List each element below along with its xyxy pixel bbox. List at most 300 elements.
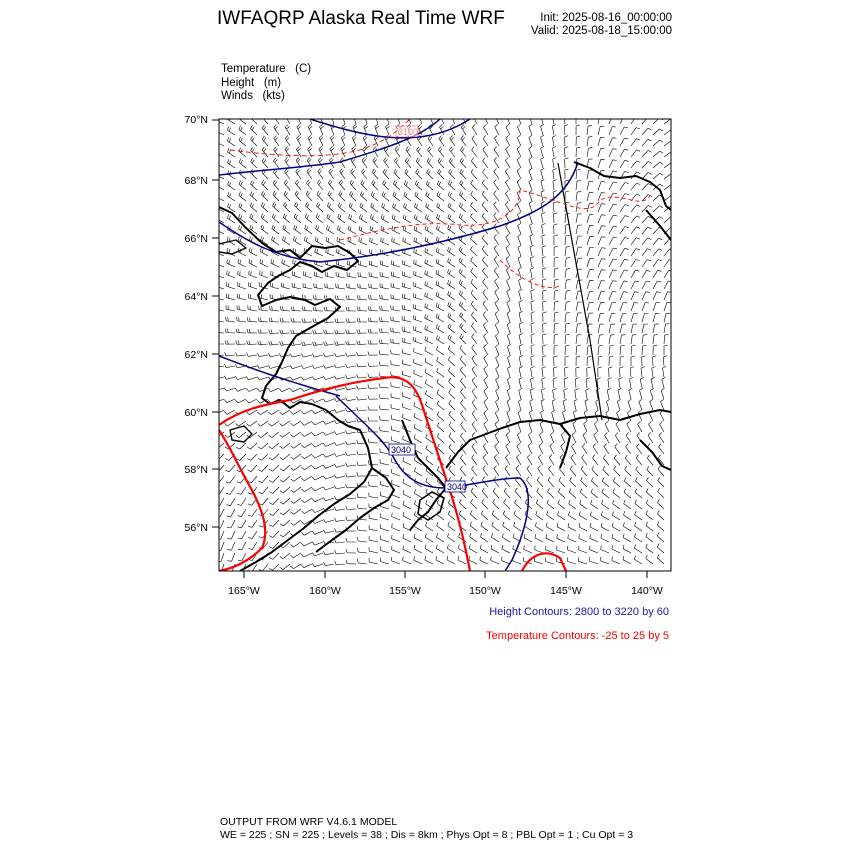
wind-barb	[280, 421, 291, 426]
wind-barb	[531, 301, 535, 311]
wind-barb	[357, 472, 367, 476]
wind-barb	[552, 399, 556, 410]
wind-barb	[554, 257, 558, 267]
wind-barb	[357, 526, 367, 531]
wind-barb	[347, 284, 356, 289]
wind-barb	[257, 365, 268, 369]
wind-barb	[607, 388, 611, 399]
wind-barb	[483, 268, 489, 278]
wind-barb	[448, 269, 456, 278]
wind-barb	[541, 135, 544, 146]
lat-label: 64°N	[184, 291, 208, 303]
wind-barb	[552, 125, 556, 136]
wind-barb	[416, 169, 422, 179]
wind-barb	[515, 499, 522, 509]
wind-barb	[335, 550, 345, 554]
wind-barb	[554, 213, 558, 223]
wind-barb	[302, 476, 313, 481]
wind-barb	[529, 179, 532, 190]
wind-barb	[628, 399, 631, 410]
wind-barb	[324, 307, 334, 311]
wind-barb	[403, 457, 411, 465]
wind-barb	[517, 432, 521, 443]
wind-barb	[348, 237, 356, 245]
wind-barb	[609, 204, 617, 212]
wind-barb	[620, 237, 629, 245]
wind-barb	[587, 259, 594, 268]
wind-barb	[358, 548, 368, 553]
wind-barb	[449, 158, 455, 168]
wind-barb	[513, 557, 521, 564]
wind-barb	[471, 279, 477, 289]
wind-barb	[426, 192, 433, 201]
wind-barb	[504, 499, 510, 509]
wind-barb	[471, 499, 477, 509]
wind-barb	[631, 117, 640, 125]
wind-barb	[548, 488, 555, 498]
wind-barb	[506, 124, 510, 135]
wind-barb	[426, 203, 433, 212]
wind-barb	[227, 498, 236, 506]
wind-barb	[448, 533, 456, 542]
wind-barb	[642, 128, 652, 135]
wind-barb	[312, 354, 323, 358]
wind-barb	[568, 523, 576, 531]
wind-barb	[345, 386, 356, 390]
wind-barb	[346, 484, 356, 488]
wind-barb	[482, 202, 488, 212]
wind-barb	[614, 455, 620, 465]
wind-barb	[273, 180, 279, 190]
wind-barb	[531, 278, 535, 289]
wind-barb	[640, 377, 644, 388]
wind-barb	[261, 225, 268, 234]
wind-barb	[251, 158, 257, 168]
wind-barb	[437, 214, 445, 223]
wind-barb	[305, 225, 312, 234]
wind-barb	[257, 410, 268, 415]
wind-barb	[238, 553, 246, 561]
wind-barb	[515, 488, 521, 498]
wind-barb	[505, 168, 510, 179]
wind-barb	[380, 306, 390, 311]
wind-barb	[269, 509, 279, 516]
wind-barb	[549, 466, 554, 476]
wind-barb	[295, 191, 301, 201]
wind-barb	[459, 269, 466, 278]
wind-barb	[250, 203, 257, 212]
wind-barb	[425, 292, 433, 300]
wind-barb	[239, 181, 246, 190]
wind-barb	[323, 399, 334, 402]
wind-barb	[503, 511, 510, 520]
wind-barb	[620, 303, 627, 312]
wind-barb	[484, 399, 488, 410]
wind-barb	[541, 212, 545, 223]
wind-barb	[587, 356, 591, 366]
wind-barb	[482, 191, 488, 201]
wind-barb	[565, 169, 569, 179]
wind-barb	[531, 323, 535, 333]
wind-barb	[554, 268, 558, 278]
wind-barb	[652, 367, 656, 378]
wind-barb	[414, 260, 422, 267]
wind-barb	[371, 203, 378, 212]
wind-barb	[620, 292, 628, 300]
wind-barb	[369, 261, 378, 267]
wind-barb	[426, 181, 433, 191]
wind-barb	[664, 324, 670, 333]
wind-barb	[535, 523, 543, 532]
wind-barb	[284, 202, 291, 212]
wind-barb	[269, 487, 279, 494]
wind-barb	[402, 294, 411, 300]
wind-barb	[543, 290, 547, 300]
wind-barb	[313, 330, 323, 334]
wind-barb	[372, 180, 378, 190]
wind-barb	[541, 190, 545, 201]
wind-barb	[280, 432, 290, 437]
wind-barb	[246, 376, 257, 379]
wind-barb	[301, 443, 312, 448]
lat-label: 58°N	[184, 464, 208, 476]
wind-barb	[402, 316, 411, 322]
wind-barb	[437, 522, 444, 531]
wind-barb	[506, 245, 510, 256]
wind-barb	[414, 467, 422, 476]
wind-barb	[302, 454, 313, 459]
wind-barb	[593, 444, 598, 455]
wind-barb	[414, 271, 422, 278]
wind-barb	[359, 226, 367, 234]
wind-barb	[301, 509, 312, 514]
wind-barb	[471, 268, 477, 278]
wind-barb	[516, 466, 521, 477]
wind-barb	[598, 237, 606, 245]
wind-barb	[248, 476, 257, 483]
wind-barb	[368, 306, 378, 311]
wind-barb	[215, 487, 224, 495]
wind-barb	[531, 367, 535, 378]
wind-barb	[402, 338, 411, 344]
wind-barb	[583, 432, 587, 443]
wind-barb	[543, 279, 547, 289]
wind-barb	[617, 399, 620, 410]
wind-barb	[471, 202, 477, 212]
wind-barb	[318, 157, 323, 168]
wind-barb	[379, 394, 389, 399]
model-info	[220, 816, 633, 842]
wind-barb	[415, 203, 423, 212]
wind-barb	[235, 399, 246, 403]
wind-barb	[334, 409, 345, 412]
wind-barb	[517, 179, 521, 190]
wind-barb	[620, 182, 629, 190]
wind-barb	[280, 341, 291, 345]
wind-barb	[363, 135, 367, 146]
wind-barb	[248, 306, 257, 312]
wind-barb	[216, 215, 224, 223]
wind-barb	[572, 432, 576, 443]
wind-barb	[225, 421, 236, 426]
wind-barb	[482, 235, 488, 245]
wind-barb	[565, 191, 569, 201]
wind-barb	[469, 545, 477, 553]
wind-barb	[226, 465, 235, 472]
wind-barb	[471, 488, 477, 498]
wind-barb	[297, 135, 301, 146]
wind-barb	[357, 396, 367, 400]
wind-barb	[437, 412, 444, 422]
wind-barb	[248, 531, 257, 539]
wind-barb	[642, 216, 652, 223]
wind-barb	[664, 303, 671, 312]
wind-barb	[346, 463, 357, 467]
field-height: Height (m)	[221, 76, 282, 89]
wind-barb	[631, 356, 635, 366]
wind-barb	[495, 289, 499, 300]
wind-barb	[593, 455, 599, 465]
wind-barb	[507, 366, 510, 377]
wind-barb	[507, 311, 510, 322]
wind-barb	[580, 500, 587, 509]
wind-barb	[550, 443, 554, 454]
wind-barb	[414, 424, 422, 432]
wind-barb	[507, 377, 510, 388]
wind-barb	[334, 507, 345, 511]
wind-barb	[425, 347, 433, 355]
wind-barb	[341, 135, 345, 146]
wind-barb	[290, 410, 301, 414]
wind-barb	[402, 349, 411, 355]
wind-barb	[612, 511, 620, 520]
wind-barb	[542, 257, 546, 267]
wind-barb	[541, 388, 545, 399]
wind-barb	[534, 557, 543, 564]
wind-barb	[576, 169, 581, 179]
wind-barb	[503, 522, 510, 531]
wind-barb	[564, 378, 568, 388]
wind-barb	[237, 317, 247, 322]
wind-barb	[587, 269, 594, 278]
wind-barb	[657, 554, 664, 564]
wind-barb	[587, 170, 593, 179]
wind-barb	[448, 214, 455, 223]
wind-barb	[449, 444, 455, 454]
wind-barb	[391, 260, 400, 267]
wind-barb	[347, 272, 356, 278]
wind-barb	[290, 553, 301, 558]
wind-barb	[403, 479, 411, 487]
wind-barb	[391, 404, 400, 410]
wind-barb	[620, 227, 629, 235]
wind-barb	[437, 203, 444, 212]
wind-barb	[384, 158, 389, 168]
wind-barb	[646, 500, 653, 509]
wind-barb	[502, 534, 510, 543]
wind-barb	[564, 147, 568, 157]
wind-barb	[227, 509, 235, 517]
wind-barb	[290, 421, 301, 426]
wind-barb	[402, 360, 411, 366]
lon-label: 155°W	[389, 585, 421, 597]
wind-barb	[269, 341, 279, 345]
wind-barb	[494, 158, 499, 169]
wind-barb	[224, 376, 235, 380]
wind-barb	[359, 214, 367, 223]
wind-barb	[580, 489, 587, 498]
wind-barb	[483, 158, 488, 168]
wind-barb	[657, 521, 664, 531]
wind-barb	[449, 378, 455, 388]
wind-barb	[257, 388, 268, 392]
wind-barb	[250, 191, 257, 201]
wind-barb	[334, 464, 345, 468]
wind-barb	[291, 520, 301, 525]
wind-barb	[414, 237, 422, 245]
wind-barb	[484, 377, 488, 388]
wind-barb	[529, 135, 532, 146]
wind-barb	[482, 224, 488, 234]
wind-barb	[572, 443, 577, 454]
wind-barb	[269, 476, 279, 482]
wind-barb	[609, 303, 616, 312]
wind-barb	[438, 169, 444, 179]
wind-barb	[320, 124, 324, 135]
wind-barb	[249, 282, 258, 289]
wind-barb	[427, 158, 433, 168]
wind-barb	[381, 238, 389, 245]
wind-barb	[647, 477, 654, 487]
wind-barb	[605, 421, 609, 432]
wind-barb	[414, 435, 422, 443]
wind-barb	[315, 248, 323, 256]
wind-barb	[391, 382, 400, 388]
wind-barb	[598, 159, 605, 168]
wind-barb	[472, 356, 477, 367]
wind-barb	[642, 249, 651, 256]
temperature-contour-note: Temperature Contours: -25 to 25 by 5	[486, 630, 669, 642]
wind-barb	[576, 247, 582, 256]
wind-barb	[664, 184, 674, 190]
lon-label: 160°W	[309, 585, 341, 597]
wind-barb	[437, 433, 444, 443]
wind-barb	[460, 345, 466, 355]
wind-barb	[391, 306, 400, 312]
wind-barb	[301, 354, 312, 358]
wind-barb	[553, 389, 557, 400]
wind-barb	[642, 173, 652, 180]
wind-barb	[369, 514, 378, 520]
wind-barb	[436, 325, 444, 334]
wind-barb	[506, 223, 510, 234]
wind-barb	[647, 455, 653, 465]
wind-barb	[576, 192, 581, 201]
wind-barb	[249, 248, 257, 256]
wind-barb	[642, 313, 649, 322]
wind-barb	[262, 180, 268, 190]
wind-barb	[659, 444, 664, 454]
wind-barb	[269, 318, 279, 322]
wind-barb	[301, 564, 312, 568]
wind-barb	[391, 393, 400, 399]
wind-barb	[269, 520, 279, 527]
wind-barb	[642, 270, 650, 278]
wind-barb	[358, 272, 367, 278]
wind-barb	[460, 158, 466, 168]
wind-barb	[642, 184, 652, 191]
wind-barb	[541, 168, 545, 179]
wind-barb	[425, 390, 433, 399]
wind-barb	[403, 545, 411, 553]
wind-barb	[653, 345, 657, 355]
wind-barb	[270, 283, 279, 290]
wind-barb	[247, 317, 257, 322]
wind-barb	[392, 238, 400, 246]
wind-barb	[312, 399, 323, 403]
wind-barb	[216, 271, 224, 278]
wind-barb	[235, 376, 246, 379]
wind-barb	[301, 542, 312, 546]
wind-barb	[507, 300, 510, 311]
wind-barb	[601, 512, 609, 521]
longitude-labels	[228, 585, 663, 597]
wind-barb	[587, 302, 593, 311]
wind-barb	[619, 367, 623, 377]
wind-barb	[542, 356, 546, 366]
wind-barb	[612, 545, 620, 553]
wind-barb	[246, 399, 257, 403]
wind-barb	[646, 555, 653, 564]
wind-barb	[635, 477, 642, 487]
wind-barb	[646, 533, 653, 542]
wind-barb	[258, 465, 268, 472]
wind-barb	[283, 225, 290, 234]
wind-barb	[436, 270, 444, 278]
wind-barb	[448, 192, 455, 201]
wind-barb	[290, 354, 301, 358]
wind-barb	[653, 281, 661, 289]
wind-barb	[481, 522, 488, 531]
wind-barb	[609, 138, 616, 146]
wind-barb	[646, 488, 653, 498]
wind-barb	[590, 546, 598, 553]
wind-barb	[631, 238, 640, 245]
wind-barb	[661, 399, 665, 410]
wind-barb	[402, 283, 411, 289]
wind-barb	[561, 443, 565, 454]
wind-barb	[653, 303, 660, 312]
wind-barb	[448, 346, 455, 355]
wind-barb	[312, 377, 323, 380]
wind-barb	[459, 258, 466, 267]
wind-barb	[472, 147, 477, 157]
wind-barb	[325, 284, 334, 289]
wind-barb	[609, 292, 616, 300]
wind-barb	[392, 513, 400, 520]
wind-barb	[369, 558, 378, 564]
wind-barb	[635, 489, 642, 498]
wind-barb	[346, 473, 356, 477]
wind-barb	[460, 499, 467, 509]
wind-barb	[335, 561, 345, 565]
wind-barb	[587, 126, 592, 135]
wind-barb	[236, 421, 246, 426]
wind-barb	[317, 180, 323, 190]
wind-barb	[565, 345, 569, 355]
wind-barb	[380, 513, 389, 520]
wind-barb	[554, 323, 558, 333]
